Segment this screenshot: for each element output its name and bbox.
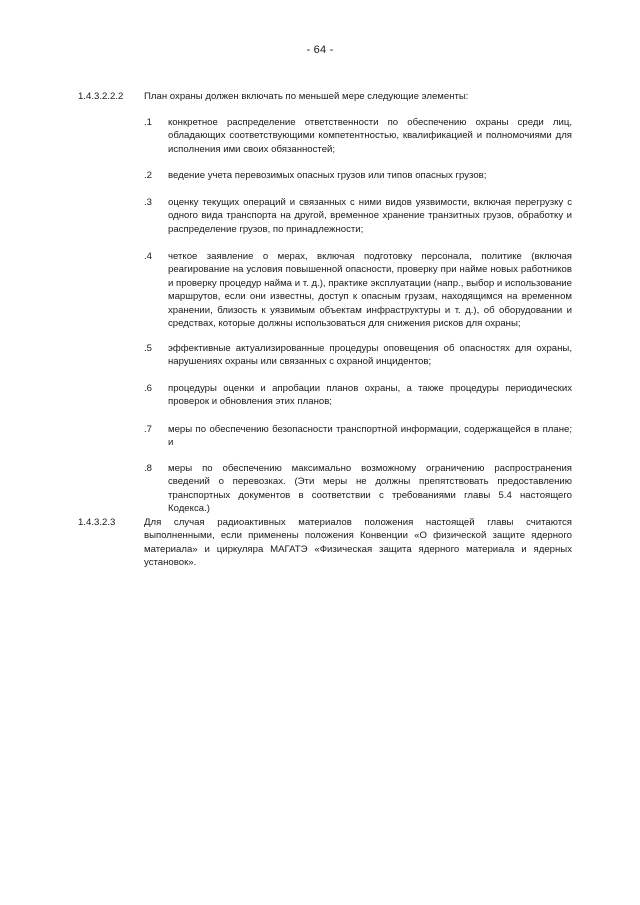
list-item-number: .8: [144, 463, 153, 474]
list-item-1: [144, 116, 572, 156]
list-item-number: .5: [144, 343, 153, 354]
page-number: - 64 -: [306, 44, 334, 56]
list-item-number: .7: [144, 424, 153, 435]
section-1-4-3-2-2-2: [78, 90, 572, 103]
list-item-text: меры по обеспечению безопасности транспортной информации, содержащейся в плане; и: [168, 424, 572, 449]
list-item-3: [144, 196, 572, 236]
list-item-4: [144, 250, 572, 330]
list-item-text: ведение учета перевозимых опасных грузов или типов опасных грузов;: [168, 170, 487, 181]
list-item-2: [144, 169, 572, 182]
list-item-text: процедуры оценки и апробации планов охраны, а также процедуры периодических проверок и обновления этих планов;: [168, 383, 572, 408]
list-item-number: .6: [144, 383, 153, 394]
list-item-5: [144, 342, 572, 369]
list-item-text: меры по обеспечению максимально возможному ограничению распространения сведений о перевозках. (Эти меры не должны препятствовать предоставлению транспортных документов в соответствии с требованиями главы 5.4 настоящего Кодекса.): [168, 463, 572, 515]
section-number: 1.4.3.2.2.2: [78, 91, 124, 102]
section-number: 1.4.3.2.3: [78, 517, 116, 528]
list-item-text: конкретное распределение ответственности по обеспечению охраны среди лиц, обладающих соответствующими компетентностью, квалификацией и полномочиями для исполнения ими своих обязанностей;: [168, 117, 572, 155]
section-text: Для случая радиоактивных материалов положения настоящей главы считаются выполненными, если применены положения Конвенции «О физической защите ядерного материала» и циркуляра МАГАТЭ «Физическая защита ядерного материала и ядерных установок».: [144, 517, 572, 569]
list-item-number: .2: [144, 170, 153, 181]
list-item-text: четкое заявление о мерах, включая подготовку персонала, политике (включая реагирование на условия повышенной опасности, проверку при найме новых работников и проверку процедур найма и т. д.), практике эксплуатации (напр., выбор и использование маршрутов, если они известны, доступ к опасным грузам, находящимся на временном хранении, близость к уязвимым объектам инфраструктуры и т. д.), об оборудовании и средствах, которые должны использоваться для снижения рисков для охраны;: [168, 251, 572, 330]
list-item-8: [144, 462, 572, 516]
list-item-text: эффективные актуализированные процедуры оповещения об опасностях для охраны, нарушениях охраны или связанных с охраной инцидентов;: [168, 343, 572, 368]
section-text: План охраны должен включать по меньшей мере следующие элементы:: [144, 91, 469, 102]
list-item-6: [144, 382, 572, 409]
list-item-7: [144, 423, 572, 450]
section-1-4-3-2-3: [78, 516, 572, 570]
list-item-number: .4: [144, 251, 153, 262]
list-item-number: .3: [144, 197, 153, 208]
list-item-text: оценку текущих операций и связанных с ними видов уязвимости, включая перегрузку с одного вида транспорта на другой, временное хранение транзитных грузов, обработку и распределение грузов, по принадлежности;: [168, 197, 572, 235]
list-item-number: .1: [144, 117, 153, 128]
